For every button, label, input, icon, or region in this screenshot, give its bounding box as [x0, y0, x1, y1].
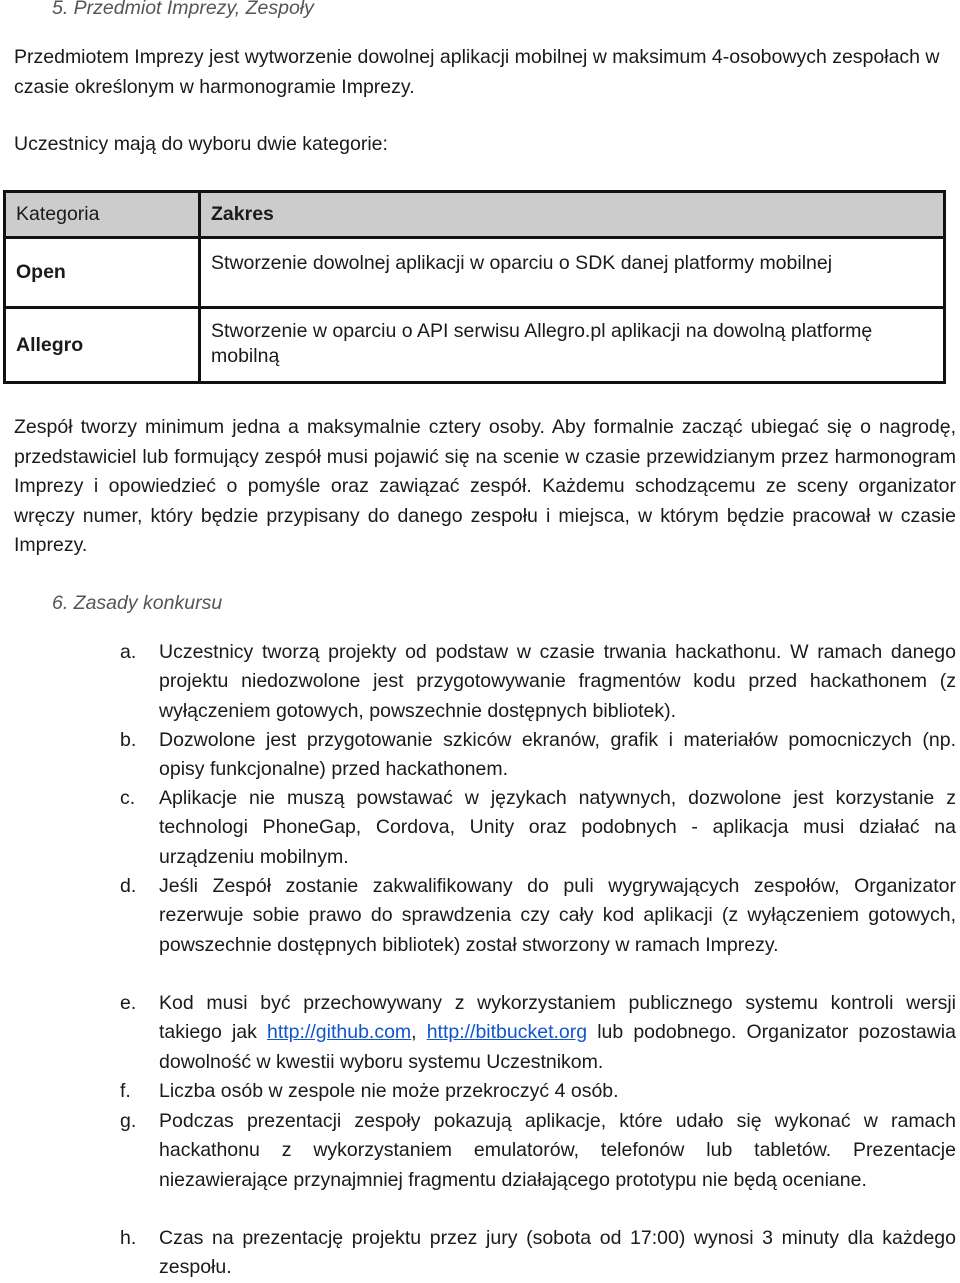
table-cell-scope: Stworzenie dowolnej aplikacji w oparciu o SDK danej platformy mobilnej: [200, 238, 945, 308]
list-item: [120, 1077, 956, 1106]
list-marker: d.: [120, 875, 137, 897]
rule-text: Aplikacje nie muszą powstawać w językach natywnych, dozwolone jest korzystanie z technologi PhoneGap, Cordova, Unity oraz podobnych - aplikacja musi działać na urządzeniu mobilnym.: [159, 787, 956, 868]
list-item: [120, 726, 956, 785]
list-item: [120, 872, 956, 960]
categories-table: [3, 190, 946, 384]
rule-text: Uczestnicy tworzą projekty od podstaw w czasie trwania hackathonu. W ramach danego projektu niedozwolone jest przygotowywanie fragmentów kodu przed hackathonem (z wyłączeniem gotowych, powszechnie dostępnych bibliotek).: [159, 641, 956, 722]
list-item: [120, 1107, 956, 1195]
table-cell-category: Allegro: [5, 308, 200, 383]
list-marker: h.: [120, 1227, 137, 1249]
list-item: [120, 638, 956, 726]
table-cell-scope: Stworzenie w oparciu o API serwisu Allegro.pl aplikacji na dowolną platformę mobilną: [200, 308, 945, 383]
table-header-row: [5, 192, 945, 238]
table-row: [5, 238, 945, 308]
rule-text-part: ,: [411, 1021, 427, 1044]
rule-text: Liczba osób w zespole nie może przekroczyć 4 osób.: [159, 1080, 619, 1102]
rule-text-part: lub podobnego. Organizator pozostawia dowolność w kwestii wyboru systemu Uczestnikom.: [159, 1021, 956, 1073]
rule-text: Jeśli Zespół zostanie zakwalifikowany do puli wygrywających zespołów, Organizator rezerwuje sobie prawo do sprawdzenia czy cały kod aplikacji (z wyłączeniem gotowych, powszechnie dostępnych bibliotek) został stworzony w ramach Imprezy.: [159, 875, 956, 956]
list-item: [120, 784, 956, 872]
rule-text: Dozwolone jest przygotowanie szkiców ekranów, grafik i materiałów pomocniczych (np. opisy funkcjonalne) przed hackathonem.: [159, 729, 956, 781]
rule-text: [159, 989, 956, 1077]
table-row: [5, 308, 945, 383]
intro-paragraph: Przedmiotem Imprezy jest wytworzenie dowolnej aplikacji mobilnej w maksimum 4-osobowych zespołach w czasie określonym w harmonogramie Imprezy.: [14, 46, 940, 98]
list-item: [120, 1224, 956, 1283]
github-link[interactable]: http://github.com: [267, 1021, 412, 1044]
categories-intro: Uczestnicy mają do wyboru dwie kategorie:: [14, 133, 388, 155]
list-item: [120, 989, 956, 1077]
rule-text: Podczas prezentacji zespoły pokazują aplikacje, które udało się wykonać w ramach hackathonu z wykorzystaniem emulatorów, telefonów lub tabletów. Prezentacje niezawierające przynajmniej fragmentu działającego prototypu nie będą oceniane.: [159, 1110, 956, 1191]
section-5-heading: 5. Przedmiot Imprezy, Zespoły: [52, 0, 314, 19]
list-marker: b.: [120, 729, 137, 751]
rule-text: Czas na prezentację projektu przez jury (sobota od 17:00) wynosi 3 minuty dla każdego zespołu.: [159, 1227, 956, 1279]
list-marker: e.: [120, 992, 137, 1014]
list-marker: a.: [120, 641, 137, 663]
list-marker: g.: [120, 1110, 137, 1132]
section-6-heading: 6. Zasady konkursu: [52, 592, 223, 614]
list-marker: c.: [120, 787, 136, 809]
table-header-category: Kategoria: [5, 192, 200, 238]
bitbucket-link[interactable]: http://bitbucket.org: [426, 1021, 588, 1044]
rule-text-part: Kod musi być przechowywany z wykorzystaniem publicznego systemu kontroli wersji takiego jak: [159, 992, 956, 1044]
table-cell-category: Open: [5, 238, 200, 308]
table-header-scope: Zakres: [200, 192, 945, 238]
team-paragraph: Zespół tworzy minimum jedna a maksymalnie cztery osoby. Aby formalnie zacząć ubiegać się o nagrodę, przedstawiciel lub formujący zespół musi pojawić się na scenie w czasie przewidzianym przez harmonogram Imprezy i opowiedzieć o pomyśle oraz zawiązać zespół. Każdemu schodzącemu ze sceny organizator wręczy numer, który będzie przypisany do danego zespołu i miejsca, w którym będzie pracował w czasie Imprezy.: [14, 416, 956, 556]
list-marker: f.: [120, 1080, 131, 1102]
